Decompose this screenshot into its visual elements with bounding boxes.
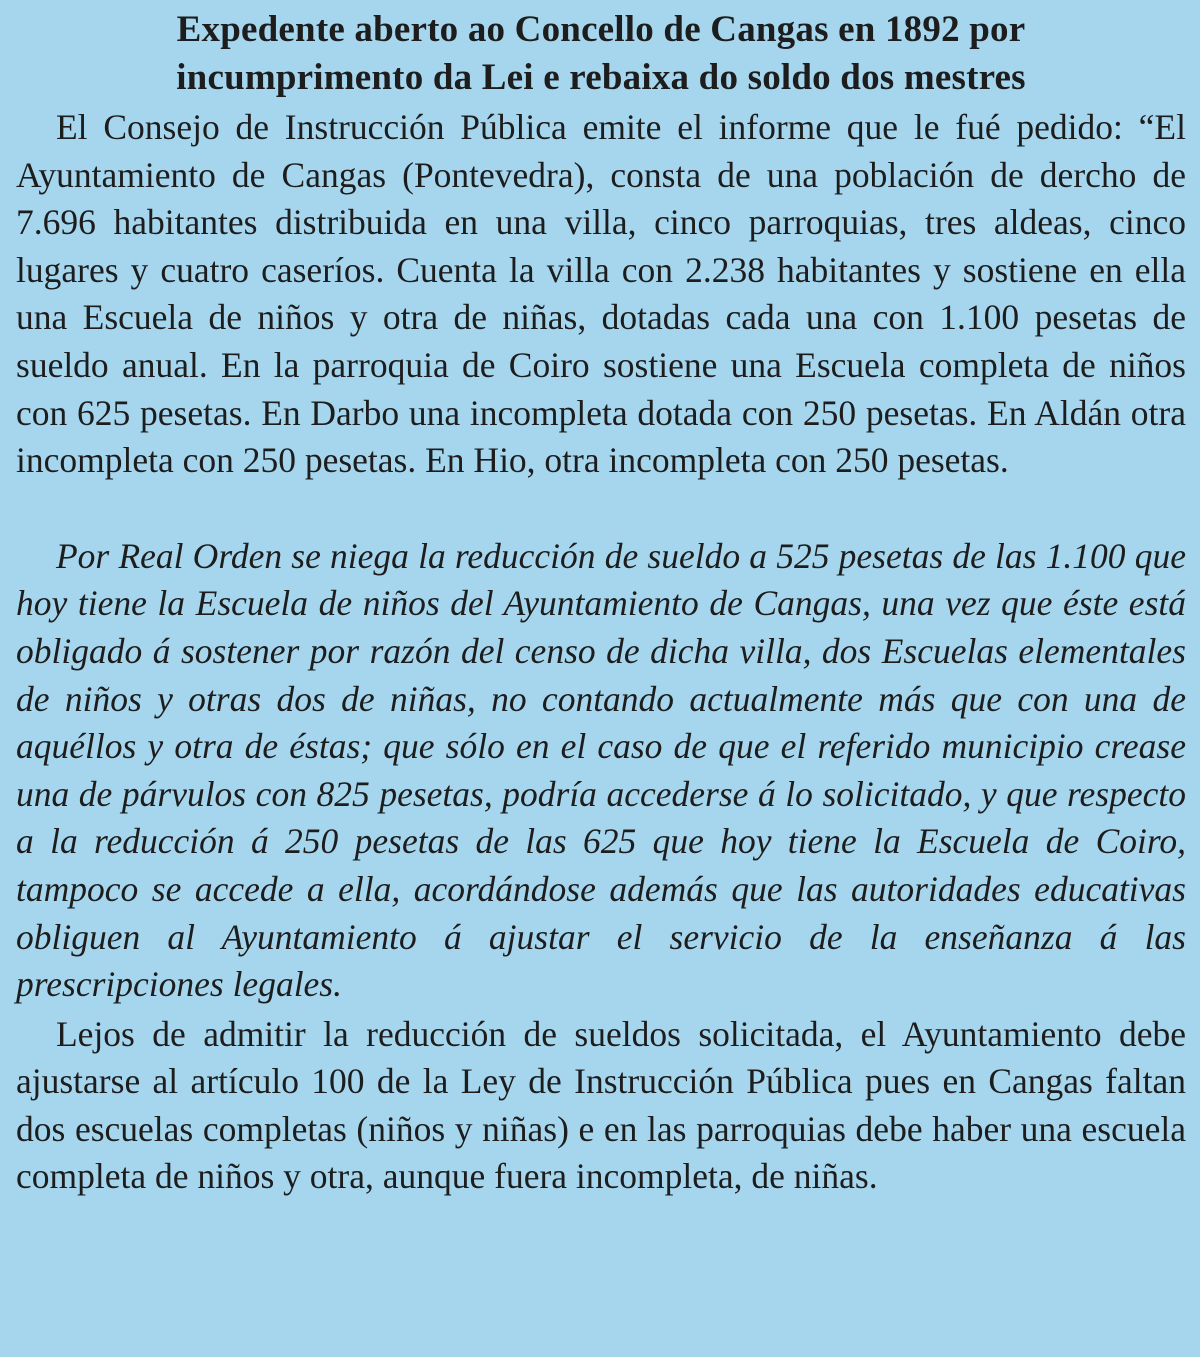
paragraph-conclusion: Lejos de admitir la reducción de sueldos solicitada, el Ayuntamiento debe ajustarse al artículo 100 de la Ley de Instrucción Pública pues en Cangas faltan dos escuelas completas (niños y niñas) e en las parroquias debe haber una escuela completa de niños y otra, aunque fuera incompleta, de niñas. — [16, 1013, 1186, 1197]
title-line-2: incumprimento da Lei e rebaixa do soldo dos mestres — [176, 57, 1026, 98]
paragraph-royal-order: Por Real Orden se niega la reducción de sueldo a 525 pesetas de las 1.100 que hoy tiene la Escuela de niños del Ayuntamiento de Cangas, una vez que éste está obligado á sostener por razón del censo de dicha villa, dos Escuelas elementales de niños y otras dos de niñas, no contando actualmente más que con una de aquéllos y otra de éstas; que sólo en el caso de que el referido municipio crease una de párvulos con 825 pesetas, podría accederse á lo solicitado, y que respecto a la reducción á 250 pesetas de las 625 que hoy tiene la Escuela de Coiro, tampoco se accede a ella, acordándose además que las autoridades educativas obliguen al Ayuntamiento á ajustar el servicio de la enseñanza á las prescripciones legales. — [16, 535, 1186, 1005]
article-title — [16, 6, 1186, 102]
paragraph-council-report: El Consejo de Instrucción Pública emite el informe que le fué pedido: “El Ayuntamiento de Cangas (Pontevedra), consta de una población de dercho de 7.696 habitantes distribuida en una villa, cinco parroquias, tres aldeas, cinco lugares y cuatro caseríos. Cuenta la villa con 2.238 habitantes y sostiene en ella una Escuela de niños y otra de niñas, dotadas cada una con 1.100 pesetas de sueldo anual. En la parroquia de Coiro sostiene una Escuela completa de niños con 625 pesetas. En Darbo una incompleta dotada con 250 pesetas. En Aldán otra incompleta con 250 pesetas. En Hio, otra incompleta con 250 pesetas. — [16, 107, 1186, 481]
title-line-1: Expedente aberto ao Concello de Cangas en 1892 por — [176, 9, 1026, 50]
